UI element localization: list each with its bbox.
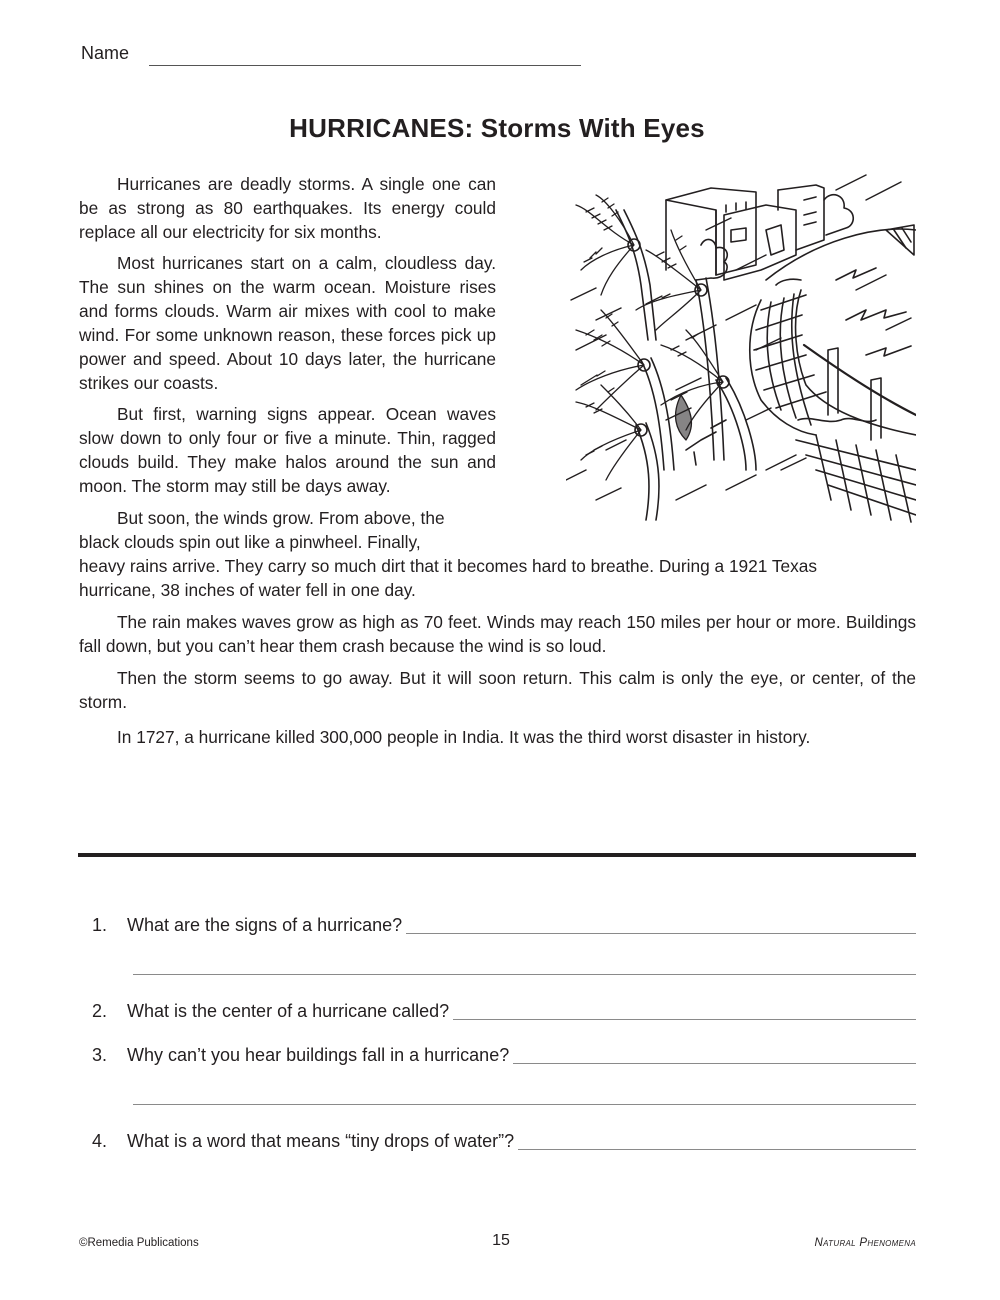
name-field-row xyxy=(81,42,581,64)
answer-line[interactable] xyxy=(513,1063,916,1064)
section-divider xyxy=(78,853,916,857)
passage-paragraph-2: Most hurricanes start on a calm, cloudless day. The sun shines on the warm ocean. Moisture rises and forms clouds. Warm air mixes with cool to make wind. For some unknown reason, these forces pick up power and speed. About 10 days later, the hurricane strikes our coasts. xyxy=(79,253,496,393)
question-text: What are the signs of a hurricane? xyxy=(127,915,403,935)
passage-paragraph-4-start: But soon, the winds grow. From above, the xyxy=(117,508,445,528)
name-answer-line[interactable] xyxy=(149,65,581,66)
footer-publisher: ©Remedia Publications xyxy=(79,1237,199,1249)
answer-line-continuation[interactable] xyxy=(133,1104,916,1105)
question-2 xyxy=(92,1000,916,1022)
paragraph-4-line-2: heavy rains arrive. They carry so much dirt that it becomes hard to breathe. During a 1921 Texas xyxy=(79,556,818,576)
question-text: What is the center of a hurricane called? xyxy=(127,1001,450,1021)
question-number: 2. xyxy=(92,1001,108,1021)
footer-book-title: Natural Phenomena xyxy=(814,1237,916,1249)
name-label: Name xyxy=(81,43,130,63)
question-number: 4. xyxy=(92,1131,108,1151)
question-text: Why can’t you hear buildings fall in a hurricane? xyxy=(127,1045,510,1065)
page-title xyxy=(0,113,1000,144)
question-number: 1. xyxy=(92,915,108,935)
question-number: 3. xyxy=(92,1045,108,1065)
answer-line[interactable] xyxy=(406,933,916,934)
passage-paragraph-6: Then the storm seems to go away. But it will soon return. This calm is only the eye, or center, of the storm. xyxy=(79,668,916,712)
passage-paragraph-7: In 1727, a hurricane killed 300,000 people in India. It was the third worst disaster in history. xyxy=(117,727,811,747)
page-title-text: HURRICANES: Storms With Eyes xyxy=(289,113,705,144)
question-3 xyxy=(92,1044,916,1066)
passage-paragraph-4-continuation xyxy=(79,530,916,602)
passage-paragraph-5: The rain makes waves grow as high as 70 feet. Winds may reach 150 miles per hour or more. Buildings fall down, but you can’t hear them crash because the wind is so loud. xyxy=(79,612,916,656)
passage-paragraph-1: Hurricanes are deadly storms. A single one can be as strong as 80 earthquakes. Its energy could replace all our electricity for six months. xyxy=(79,174,496,242)
question-text: What is a word that means “tiny drops of water”? xyxy=(127,1131,515,1151)
question-4 xyxy=(92,1130,916,1152)
paragraph-4-line-1: black clouds spin out like a pinwheel. Finally, xyxy=(79,532,421,552)
passage-paragraph-3: But first, warning signs appear. Ocean waves slow down to only four or five a minute. Thin, ragged clouds build. They make halos around the sun and moon. The storm may still be days away. xyxy=(79,404,496,496)
page-number-text: 15 xyxy=(492,1232,510,1249)
answer-line-continuation[interactable] xyxy=(133,974,916,975)
question-1 xyxy=(92,914,916,936)
answer-line[interactable] xyxy=(453,1019,916,1020)
answer-line[interactable] xyxy=(518,1149,916,1150)
hurricane-illustration xyxy=(566,170,916,525)
paragraph-4-line-3: hurricane, 38 inches of water fell in one day. xyxy=(79,580,416,600)
